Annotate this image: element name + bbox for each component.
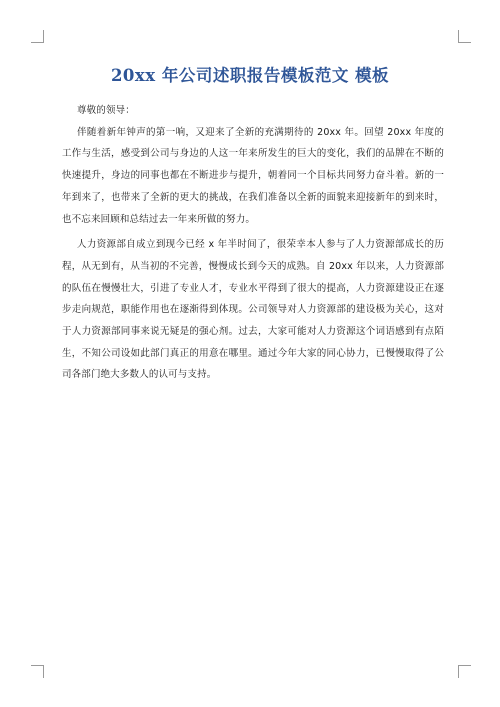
crop-mark-top-right [458,30,471,43]
crop-mark-bottom-right [458,665,471,678]
paragraph-1: 伴随着新年钟声的第一响，又迎来了全新的充满期待的 20xx 年。回望 20xx 年度的工作与生活，感受到公司与身边的人这一年来所发生的巨大的变化，我们的品牌在不断的快速提升，身边的同事也都在不断进步与提升，朝着同一个目标共同努力奋斗着。新的一年到来了，也带来了全新的更大的挑战，在我们准备以全新的面貌来迎接新年的到来时，也不忘来回顾和总结过去一年来所做的努力。 [62,126,444,225]
crop-mark-top-left [31,30,44,43]
document-body [62,100,444,386]
crop-mark-bottom-left [31,665,44,678]
document-title: 20xx 年公司述职报告模板范文 模板 [110,66,390,85]
salutation: 尊敬的领导： [77,105,135,116]
paragraph-2: 人力资源部自成立到现今已经 x 年半时间了，很荣幸本人参与了人力资源部成长的历程，从无到有，从当初的不完善，慢慢成长到今天的成熟。自 20xx 年以来，人力资源部的队伍在慢慢壮大，引进了专业人才，专业水平得到了很大的提高，人力资源建设正在逐步走向规范，职能作用也在逐渐得到体现。公司领导对人力资源部的建设极为关心，这对于人力资源部同事来说无疑是的强心剂。过去，大家可能对人力资源这个词语感到有点陌生，不知公司设如此部门真正的用意在哪里。通过今年大家的同心协力，已慢慢取得了公司各部门绝大多数人的认可与支持。 [62,239,444,381]
